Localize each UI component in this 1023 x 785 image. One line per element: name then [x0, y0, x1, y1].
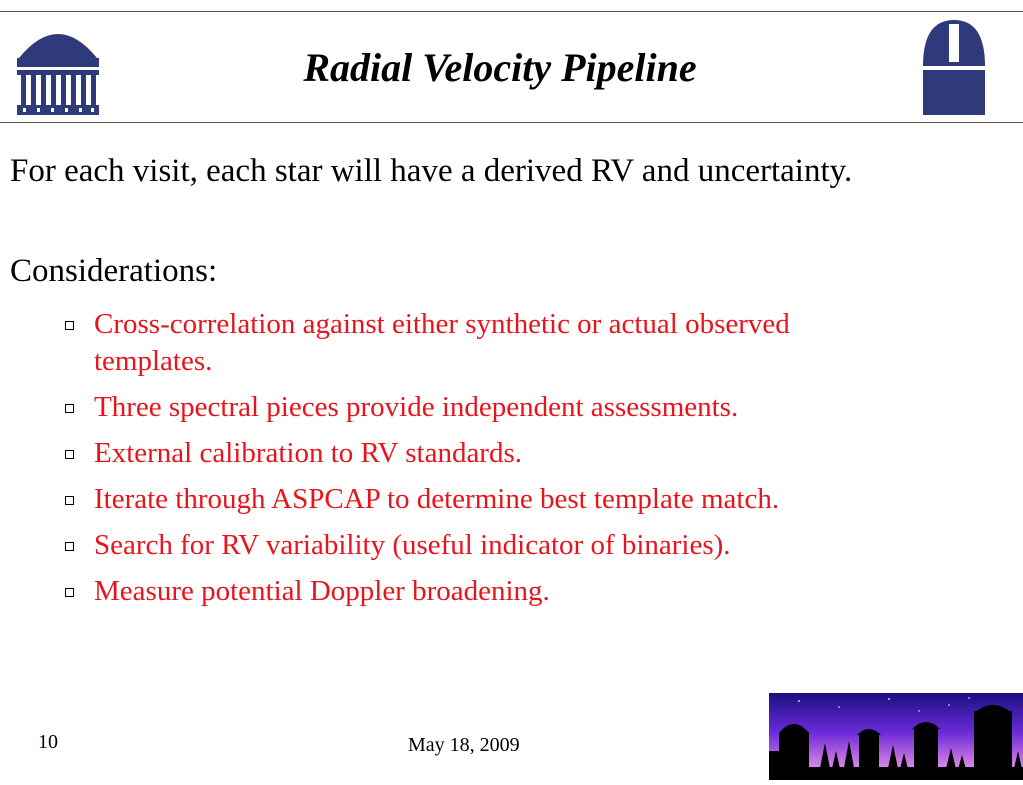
bullet-text: Cross-correlation against either synthetic or actual observed templates. — [94, 308, 790, 377]
observatory-dome-icon — [921, 18, 987, 121]
bullet-item — [65, 527, 895, 564]
square-bullet-icon — [65, 588, 74, 597]
bullet-item — [65, 481, 895, 518]
square-bullet-icon — [65, 450, 74, 459]
bullet-item — [65, 435, 895, 472]
bullet-item — [65, 389, 895, 426]
bullet-text: Measure potential Doppler broadening. — [94, 575, 550, 607]
page-number: 10 — [38, 731, 58, 753]
square-bullet-icon — [65, 542, 74, 551]
bullet-text: Three spectral pieces provide independent assessments. — [94, 391, 739, 423]
bullet-item — [65, 306, 895, 380]
slide-title: Radial Velocity Pipeline — [303, 45, 697, 90]
night-sky-observatory-icon — [769, 693, 1023, 785]
square-bullet-icon — [65, 404, 74, 413]
intro-text: For each visit, each star will have a derived RV and uncertainty. — [10, 153, 853, 189]
bullet-text: Search for RV variability (useful indicator of binaries). — [94, 529, 731, 561]
header-top-rule — [0, 11, 1023, 12]
square-bullet-icon — [65, 496, 74, 505]
footer-date: May 18, 2009 — [408, 734, 520, 756]
bullet-item — [65, 573, 895, 610]
considerations-heading: Considerations: — [10, 253, 218, 289]
header-bottom-rule — [0, 122, 1023, 123]
square-bullet-icon — [65, 321, 74, 330]
considerations-list — [65, 306, 895, 619]
bullet-text: External calibration to RV standards. — [94, 437, 523, 469]
bullet-text: Iterate through ASPCAP to determine best template match. — [94, 483, 780, 515]
